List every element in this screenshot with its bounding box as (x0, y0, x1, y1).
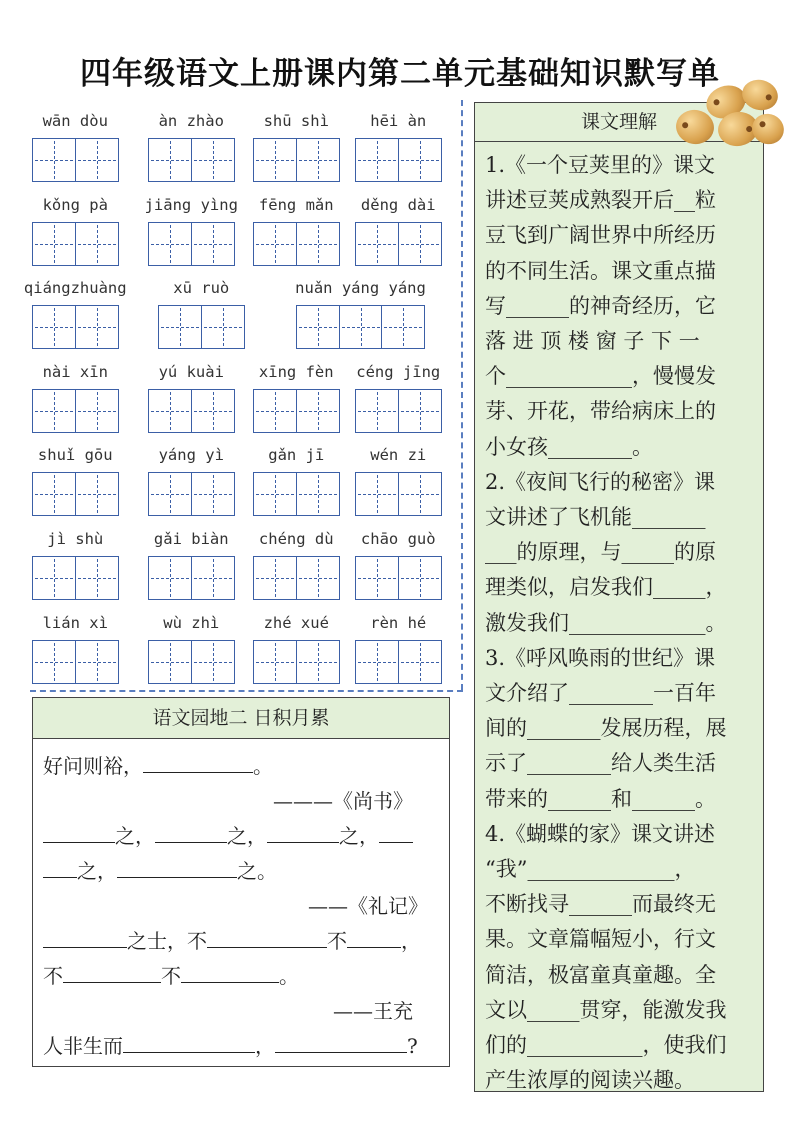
understanding-line: 理类似，启发我们_____， (485, 575, 727, 600)
tianzige-cell[interactable] (398, 556, 442, 600)
tianzige-cell[interactable] (75, 640, 119, 684)
writing-grid[interactable] (148, 138, 233, 182)
tianzige-cell[interactable] (296, 640, 340, 684)
blank[interactable] (143, 750, 253, 773)
blank[interactable] (63, 960, 161, 983)
writing-grid[interactable] (148, 640, 233, 684)
pinyin-label: děng dài (360, 196, 436, 214)
tianzige-cell[interactable] (148, 222, 192, 266)
blank[interactable] (379, 820, 413, 843)
tianzige-cell[interactable] (32, 640, 76, 684)
pinyin-label: gǎn jī (268, 446, 325, 464)
tianzige-cell[interactable] (191, 556, 235, 600)
understanding-line: 豆飞到广阔世界中所经历 (485, 223, 716, 248)
quote-line-7: 不 不 。 (43, 960, 299, 989)
pinyin-label: chāo guò (360, 530, 436, 548)
writing-grid[interactable] (355, 138, 440, 182)
quote-line-1: 好问则裕， 。 (43, 750, 273, 779)
writing-grid[interactable] (32, 305, 117, 349)
writing-grid[interactable] (32, 472, 117, 516)
writing-grid[interactable] (148, 222, 233, 266)
writing-grid[interactable] (253, 138, 338, 182)
tianzige-cell[interactable] (355, 556, 399, 600)
tianzige-cell[interactable] (32, 556, 76, 600)
tianzige-cell[interactable] (32, 472, 76, 516)
writing-grid[interactable] (253, 640, 338, 684)
tianzige-cell[interactable] (148, 138, 192, 182)
writing-grid[interactable] (253, 389, 338, 433)
understanding-line: 不断找寻______而最终无 (485, 892, 716, 917)
pinyin-label: wén zi (370, 446, 427, 464)
understanding-line: 们的___________，使我们 (485, 1033, 727, 1057)
writing-grid[interactable] (32, 138, 117, 182)
quote-line-6: 之士，不 不 ， (43, 925, 421, 954)
tianzige-cell[interactable] (339, 305, 383, 349)
tianzige-cell[interactable] (253, 556, 297, 600)
pinyin-label: zhé xué (263, 614, 329, 632)
tianzige-cell[interactable] (158, 305, 202, 349)
tianzige-cell[interactable] (253, 138, 297, 182)
tianzige-cell[interactable] (381, 305, 425, 349)
pinyin-label: nài xīn (42, 363, 108, 381)
understanding-line: 4.《蝴蝶的家》课文讲述 (485, 821, 716, 846)
writing-grid[interactable] (148, 389, 233, 433)
pinyin-label: lián xì (42, 614, 108, 632)
tianzige-cell[interactable] (75, 305, 119, 349)
horizontal-divider (30, 690, 463, 692)
blank[interactable] (123, 1030, 255, 1053)
pinyin-label: nuǎn yáng yáng (295, 279, 426, 297)
writing-grid[interactable] (253, 222, 338, 266)
pinyin-label: rèn hé (370, 614, 427, 632)
writing-grid[interactable] (355, 389, 440, 433)
writing-grid[interactable] (32, 222, 117, 266)
source-wangchong: ——王充 (333, 999, 413, 1023)
pinyin-label: céng jīng (356, 363, 441, 381)
tianzige-cell[interactable] (253, 389, 297, 433)
tianzige-cell[interactable] (75, 222, 119, 266)
tianzige-cell[interactable] (398, 138, 442, 182)
blank[interactable] (275, 1030, 407, 1053)
source-liji: ——《礼记》 (308, 894, 428, 918)
understanding-line: 的不同生活。课文重点描 (485, 258, 716, 283)
pinyin-label: fēng mǎn (258, 196, 334, 214)
tianzige-cell[interactable] (201, 305, 245, 349)
tianzige-cell[interactable] (398, 389, 442, 433)
pinyin-label: yú kuài (158, 363, 224, 381)
understanding-line: 文介绍了________一百年 (485, 681, 716, 705)
tianzige-cell[interactable] (148, 389, 192, 433)
tianzige-cell[interactable] (191, 640, 235, 684)
pinyin-label: hēi àn (370, 112, 427, 130)
quote-line-3: 之， 之， 之， (43, 820, 413, 849)
understanding-line: 个____________，慢慢发 (485, 364, 716, 389)
writing-grid[interactable] (355, 556, 440, 600)
pinyin-label: kǒng pà (42, 196, 108, 214)
tianzige-cell[interactable] (398, 640, 442, 684)
writing-grid[interactable] (253, 472, 338, 516)
pinyin-label: xū ruò (173, 279, 230, 297)
pinyin-label: gǎi biàn (153, 530, 229, 548)
text-understanding-panel (474, 102, 764, 1092)
tianzige-cell[interactable] (355, 389, 399, 433)
blank[interactable] (43, 925, 127, 948)
tianzige-cell[interactable] (191, 472, 235, 516)
blank[interactable] (181, 960, 279, 983)
writing-grid[interactable] (148, 556, 233, 600)
tianzige-cell[interactable] (32, 305, 76, 349)
text-understanding-heading: 课文理解 (475, 103, 763, 142)
understanding-line: ___的原理，与_____的原 (485, 540, 716, 565)
blank[interactable] (267, 820, 339, 843)
pinyin-label: shū shì (263, 112, 329, 130)
understanding-line: 文以_____贯穿，能激发我 (485, 997, 727, 1022)
tianzige-cell[interactable] (148, 556, 192, 600)
blank[interactable] (155, 820, 227, 843)
tianzige-cell[interactable] (296, 389, 340, 433)
pinyin-label: jì shù (47, 530, 104, 548)
tianzige-cell[interactable] (253, 222, 297, 266)
writing-grid[interactable] (355, 222, 440, 266)
pinyin-label: chéng dù (258, 530, 334, 548)
pinyin-label: wān dòu (42, 112, 108, 130)
tianzige-cell[interactable] (296, 222, 340, 266)
tianzige-cell[interactable] (191, 222, 235, 266)
page-title: 四年级语文上册课内第二单元基础知识默写单 (80, 56, 720, 92)
understanding-line: 文讲述了飞机能_______ (485, 505, 706, 529)
tianzige-cell[interactable] (355, 640, 399, 684)
understanding-line: 2.《夜间飞行的秘密》课 (485, 469, 716, 494)
understanding-line: 示了________给人类生活 (485, 751, 716, 776)
writing-grid[interactable] (296, 305, 424, 349)
pinyin-label: qiángzhuàng (23, 279, 127, 297)
tianzige-cell[interactable] (148, 472, 192, 516)
blank[interactable] (117, 855, 237, 878)
tianzige-cell[interactable] (75, 138, 119, 182)
tianzige-cell[interactable] (355, 138, 399, 182)
tianzige-cell[interactable] (398, 472, 442, 516)
tianzige-cell[interactable] (75, 389, 119, 433)
tianzige-cell[interactable] (75, 472, 119, 516)
tianzige-cell[interactable] (148, 640, 192, 684)
tianzige-cell[interactable] (296, 138, 340, 182)
blank[interactable] (43, 855, 77, 878)
tianzige-cell[interactable] (32, 222, 76, 266)
understanding-line: 激发我们_____________。 (485, 610, 727, 635)
blank[interactable] (43, 820, 115, 843)
source-shangshu: ———《尚书》 (273, 789, 413, 813)
tianzige-cell[interactable] (191, 389, 235, 433)
tianzige-cell[interactable] (355, 222, 399, 266)
blank[interactable] (347, 925, 401, 948)
understanding-line: 落 进 顶 楼 窗 子 下 一 (485, 329, 700, 353)
writing-grid[interactable] (253, 556, 338, 600)
understanding-line: 3.《呼风唤雨的世纪》课 (485, 645, 716, 670)
understanding-line: 芽、开花，带给病床上的 (485, 399, 716, 424)
tianzige-cell[interactable] (296, 556, 340, 600)
understanding-line: 小女孩________。 (485, 434, 653, 459)
writing-grid[interactable] (32, 556, 117, 600)
tianzige-cell[interactable] (75, 556, 119, 600)
blank[interactable] (207, 925, 327, 948)
tianzige-cell[interactable] (296, 305, 340, 349)
writing-grid[interactable] (158, 305, 243, 349)
daily-accumulation-heading: 语文园地二 日积月累 (33, 698, 449, 739)
tianzige-cell[interactable] (32, 389, 76, 433)
writing-grid[interactable] (148, 472, 233, 516)
writing-grid[interactable] (355, 472, 440, 516)
writing-grid[interactable] (32, 640, 117, 684)
pinyin-label: shuǐ gōu (37, 446, 113, 464)
understanding-line: 产生浓厚的阅读兴趣。 (485, 1068, 695, 1093)
understanding-line: 果。文章篇幅短小，行文 (485, 927, 716, 952)
tianzige-cell[interactable] (32, 138, 76, 182)
pinyin-label: yáng yì (158, 446, 224, 464)
understanding-line: 间的_______发展历程，展 (485, 716, 727, 741)
understanding-line: “我”______________， (485, 857, 696, 881)
understanding-line: 写______的神奇经历，它 (485, 293, 716, 318)
quote-line-9: 人非生而 ， ? (43, 1030, 418, 1059)
tianzige-cell[interactable] (355, 472, 399, 516)
writing-grid[interactable] (355, 640, 440, 684)
understanding-line: 讲述豆荚成熟裂开后__粒 (485, 188, 716, 213)
daily-accumulation-panel (32, 697, 450, 1067)
pinyin-label: àn zhào (158, 112, 224, 130)
pinyin-label: jiāng yìng (144, 196, 238, 214)
tianzige-cell[interactable] (191, 138, 235, 182)
pinyin-label: wù zhì (163, 614, 220, 632)
tianzige-cell[interactable] (398, 222, 442, 266)
quote-line-4: 之， 之。 (43, 855, 277, 884)
pinyin-label: xīng fèn (258, 363, 334, 381)
understanding-line: 带来的______和______。 (485, 786, 716, 811)
tianzige-cell[interactable] (253, 640, 297, 684)
understanding-line: 1.《一个豆荚里的》课文 (485, 153, 716, 177)
understanding-line: 简洁，极富童真童趣。全 (485, 962, 716, 987)
tianzige-cell[interactable] (253, 472, 297, 516)
tianzige-cell[interactable] (296, 472, 340, 516)
writing-grid[interactable] (32, 389, 117, 433)
vertical-divider (461, 100, 463, 690)
